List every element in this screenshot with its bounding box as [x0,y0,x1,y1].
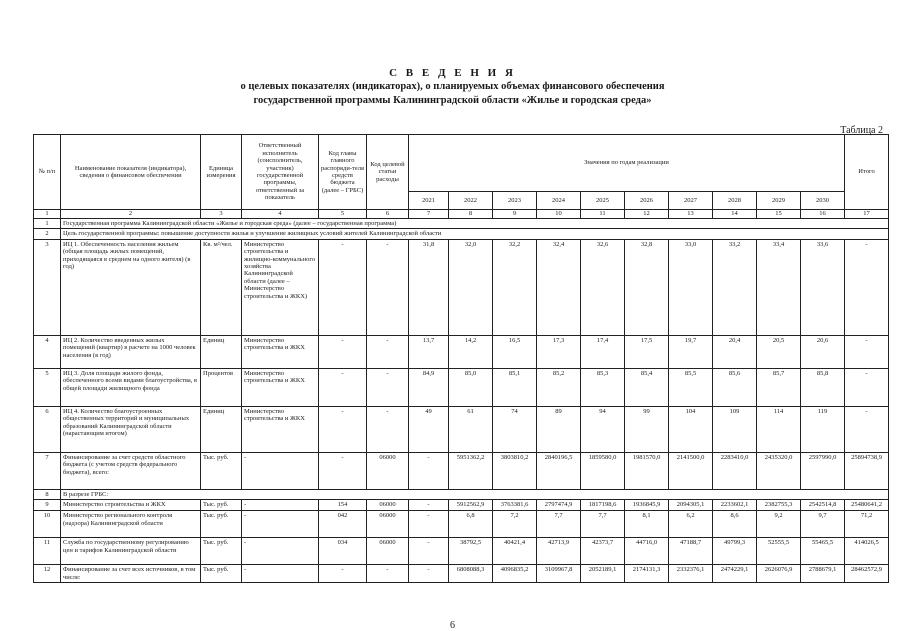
total-cell: 71,2 [845,511,889,538]
responsible-cell: Министерство строительства и жилищно-коммунального хозяйства Калининградской области (далее – Министерство строительства и ЖКХ) [242,239,319,335]
indicator-name: ИЦ 2. Количество введенных жилых помещений (квартир) в расчете на 1000 человек населения (в год) [61,335,201,368]
row-number: 8 [34,489,61,499]
year-value-cell: 6,8 [449,511,493,538]
unit-cell: Процентов [201,368,242,406]
year-value-cell: 2094305,1 [669,500,713,511]
total-cell: - [845,335,889,368]
year-value-cell: 2332376,1 [669,565,713,583]
target-code-cell: 06000 [367,500,409,511]
header-responsible: Ответственный исполнитель (соисполнитель, участник) государственной программы, ответственный за показатель [242,135,319,210]
year-value-cell: 2052189,1 [581,565,625,583]
year-value-cell: 94 [581,406,625,452]
row-number: 1 [34,219,61,229]
column-number: 4 [242,210,319,219]
table-row [34,406,889,452]
row-number: 11 [34,538,61,565]
header-values-by-year: Значения по годам реализации [409,135,845,192]
unit-cell: Кв. м²/чел. [201,239,242,335]
page-number: 6 [450,620,455,631]
grbs-cell: - [319,565,367,583]
year-value-cell: 32,0 [449,239,493,335]
year-value-cell: 2626076,9 [757,565,801,583]
year-value-cell: - [409,500,449,511]
year-value-cell: 7,2 [493,511,537,538]
table-row [34,500,889,511]
row-number: 2 [34,229,61,239]
grbs-cell: 042 [319,511,367,538]
year-value-cell: 2788679,1 [801,565,845,583]
responsible-cell: Министерство строительства и ЖКХ [242,335,319,368]
year-value-cell: 1859580,0 [581,452,625,489]
table-row [34,219,889,229]
header-year: 2024 [537,192,581,210]
indicator-name: Служба по государственному регулированию цен и тарифов Калининградской области [61,538,201,565]
indicator-name: Министерство регионального контроля (надзора) Калининградской области [61,511,201,538]
total-cell: 25480641,2 [845,500,889,511]
row-number: 10 [34,511,61,538]
year-value-cell: 3109967,8 [537,565,581,583]
column-number: 17 [845,210,889,219]
year-value-cell: 33,0 [669,239,713,335]
year-value-cell: 40421,4 [493,538,537,565]
year-value-cell: 33,6 [801,239,845,335]
grbs-cell: - [319,452,367,489]
indicator-name: ИЦ 1. Обеспеченность населения жильем (общая площадь жилых помещений, приходящаяся в среднем на одного жителя) (в год) [61,239,201,335]
year-value-cell: 1936845,9 [625,500,669,511]
year-value-cell: 3763381,6 [493,500,537,511]
column-number: 7 [409,210,449,219]
responsible-cell: - [242,452,319,489]
unit-cell: Единиц [201,406,242,452]
year-value-cell: 32,8 [625,239,669,335]
year-value-cell: 3803810,2 [493,452,537,489]
year-value-cell: 13,7 [409,335,449,368]
row-number: 4 [34,335,61,368]
year-value-cell: 1981570,0 [625,452,669,489]
column-number: 8 [449,210,493,219]
year-value-cell: 114 [757,406,801,452]
year-value-cell: 38792,5 [449,538,493,565]
year-value-cell: 85,4 [625,368,669,406]
header-num: № п/п [34,135,61,210]
grbs-cell: 034 [319,538,367,565]
target-code-cell: - [367,368,409,406]
year-value-cell: 2435320,0 [757,452,801,489]
year-value-cell: 99 [625,406,669,452]
target-code-cell: - [367,239,409,335]
grbs-cell: - [319,239,367,335]
year-value-cell: 104 [669,406,713,452]
grbs-cell: - [319,368,367,406]
title-line1: С В Е Д Е Н И Я [389,67,516,79]
target-code-cell: - [367,335,409,368]
header-grbs: Код главы главного распоряди-теля средств бюджета (далее – ГРБС) [319,135,367,210]
year-value-cell: 2382755,3 [757,500,801,511]
year-value-cell: 84,9 [409,368,449,406]
unit-cell: Тыс. руб. [201,500,242,511]
target-code-cell: - [367,565,409,583]
year-value-cell: 55465,5 [801,538,845,565]
indicators-table [33,134,889,583]
year-value-cell: 31,8 [409,239,449,335]
table-row [34,452,889,489]
responsible-cell: - [242,565,319,583]
year-value-cell: 2141500,0 [669,452,713,489]
year-value-cell: 49799,3 [713,538,757,565]
row-number: 9 [34,500,61,511]
year-value-cell: 61 [449,406,493,452]
grbs-cell: 154 [319,500,367,511]
table-row [34,239,889,335]
year-value-cell: 7,7 [537,511,581,538]
header-year: 2023 [493,192,537,210]
row-number: 5 [34,368,61,406]
year-value-cell: 9,7 [801,511,845,538]
table-row [34,489,889,499]
year-value-cell: 2233602,1 [713,500,757,511]
header-year: 2027 [669,192,713,210]
header-unit: Единица измерения [201,135,242,210]
grbs-cell: - [319,406,367,452]
column-number: 1 [34,210,61,219]
header-year: 2029 [757,192,801,210]
year-value-cell: 42373,7 [581,538,625,565]
row-number: 3 [34,239,61,335]
responsible-cell: - [242,511,319,538]
target-code-cell: 06000 [367,452,409,489]
indicator-name: ИЦ 4. Количество благоустроенных общественных территорий и муниципальных образований Калининградской области (нарастающим итогом) [61,406,201,452]
year-value-cell: 20,6 [801,335,845,368]
header-target: Код целевой статьи расходы [367,135,409,210]
table-row [34,368,889,406]
year-value-cell: 74 [493,406,537,452]
year-value-cell: 85,2 [537,368,581,406]
target-code-cell: 06000 [367,538,409,565]
year-value-cell: 52555,5 [757,538,801,565]
year-value-cell: 4096835,2 [493,565,537,583]
title-line3: государственной программы Калининградской области «Жилье и городская среда» [253,95,652,106]
header-year: 2030 [801,192,845,210]
table-label: Таблица 2 [840,125,883,136]
year-value-cell: 85,1 [493,368,537,406]
year-value-cell: 119 [801,406,845,452]
year-value-cell: 32,6 [581,239,625,335]
column-number: 10 [537,210,581,219]
unit-cell: Тыс. руб. [201,538,242,565]
header-year: 2022 [449,192,493,210]
column-number: 11 [581,210,625,219]
column-number: 14 [713,210,757,219]
year-value-cell: 19,7 [669,335,713,368]
column-number: 13 [669,210,713,219]
indicator-name: Министерство строительства и ЖКХ [61,500,201,511]
year-value-cell: 6808088,3 [449,565,493,583]
column-number: 12 [625,210,669,219]
total-cell: 25894738,9 [845,452,889,489]
year-value-cell: 33,4 [757,239,801,335]
year-value-cell: 2174131,3 [625,565,669,583]
header-name: Наименование показателя (индикатора), сведения о финансовом обеспечении [61,135,201,210]
total-cell: 28462572,9 [845,565,889,583]
indicator-name: Финансирование за счет средств областного бюджета (с учетом средств федерального бюджета), всего: [61,452,201,489]
indicator-name: Финансирование за счет всех источников, в том числе: [61,565,201,583]
target-code-cell: - [367,406,409,452]
year-value-cell: 33,2 [713,239,757,335]
year-value-cell: 2797474,9 [537,500,581,511]
header-year: 2026 [625,192,669,210]
header-year: 2025 [581,192,625,210]
unit-cell: Тыс. руб. [201,565,242,583]
row-number: 7 [34,452,61,489]
year-value-cell: 2474229,1 [713,565,757,583]
header-year: 2021 [409,192,449,210]
year-value-cell: 85,8 [801,368,845,406]
indicator-name: ИЦ 3. Доля площади жилого фонда, обеспеченного всеми видами благоустройства, в общей площади жилищного фонда [61,368,201,406]
year-value-cell: - [409,538,449,565]
year-value-cell: 8,1 [625,511,669,538]
table-row [34,335,889,368]
responsible-cell: - [242,538,319,565]
year-value-cell: - [409,511,449,538]
column-number: 5 [319,210,367,219]
year-value-cell: 2283410,0 [713,452,757,489]
year-value-cell: 9,2 [757,511,801,538]
unit-cell: Тыс. руб. [201,511,242,538]
title-line2: о целевых показателях (индикаторах), о планируемых объемах финансового обеспечения [240,81,665,92]
header-total: Итого [845,135,889,210]
year-value-cell: - [409,452,449,489]
total-cell: - [845,239,889,335]
year-value-cell: 49 [409,406,449,452]
target-code-cell: 06000 [367,511,409,538]
column-number: 16 [801,210,845,219]
total-cell: 414026,5 [845,538,889,565]
total-cell: - [845,368,889,406]
column-number: 2 [61,210,201,219]
year-value-cell: 44716,0 [625,538,669,565]
year-value-cell: 2840196,5 [537,452,581,489]
year-value-cell: 5951362,2 [449,452,493,489]
row-section-text: Государственная программа Калининградской области «Жилье и городская среда» (далее – государственная программа) [61,219,889,229]
year-value-cell: 1817198,6 [581,500,625,511]
year-value-cell: 20,5 [757,335,801,368]
year-value-cell: 17,4 [581,335,625,368]
year-value-cell: 14,2 [449,335,493,368]
year-value-cell: 85,3 [581,368,625,406]
year-value-cell: 20,4 [713,335,757,368]
table-row [34,511,889,538]
year-value-cell: 16,5 [493,335,537,368]
year-value-cell: 17,3 [537,335,581,368]
row-number: 12 [34,565,61,583]
column-number: 15 [757,210,801,219]
row-section-text: В разрезе ГРБС: [61,489,889,499]
table-row [34,538,889,565]
total-cell: - [845,406,889,452]
table-row [34,229,889,239]
year-value-cell: 47188,7 [669,538,713,565]
unit-cell: Единиц [201,335,242,368]
year-value-cell: 85,7 [757,368,801,406]
year-value-cell: 89 [537,406,581,452]
year-value-cell: 7,7 [581,511,625,538]
table-row [34,565,889,583]
row-number: 6 [34,406,61,452]
document-title [0,66,905,108]
responsible-cell: Министерство строительства и ЖКХ [242,406,319,452]
year-value-cell: 32,4 [537,239,581,335]
year-value-cell: 6,2 [669,511,713,538]
year-value-cell: 2597990,0 [801,452,845,489]
year-value-cell: 17,5 [625,335,669,368]
unit-cell: Тыс. руб. [201,452,242,489]
column-number: 6 [367,210,409,219]
column-number: 3 [201,210,242,219]
year-value-cell: 5912562,9 [449,500,493,511]
year-value-cell: - [409,565,449,583]
year-value-cell: 85,0 [449,368,493,406]
year-value-cell: 85,6 [713,368,757,406]
responsible-cell: - [242,500,319,511]
year-value-cell: 42713,9 [537,538,581,565]
header-year: 2028 [713,192,757,210]
row-section-text: Цель государственной программы: повышение доступности жилья и улучшение жилищных условий жителей Калининградской области [61,229,889,239]
year-value-cell: 109 [713,406,757,452]
grbs-cell: - [319,335,367,368]
year-value-cell: 85,5 [669,368,713,406]
year-value-cell: 32,2 [493,239,537,335]
year-value-cell: 2542514,8 [801,500,845,511]
responsible-cell: Министерство строительства и ЖКХ [242,368,319,406]
column-number: 9 [493,210,537,219]
year-value-cell: 8,6 [713,511,757,538]
